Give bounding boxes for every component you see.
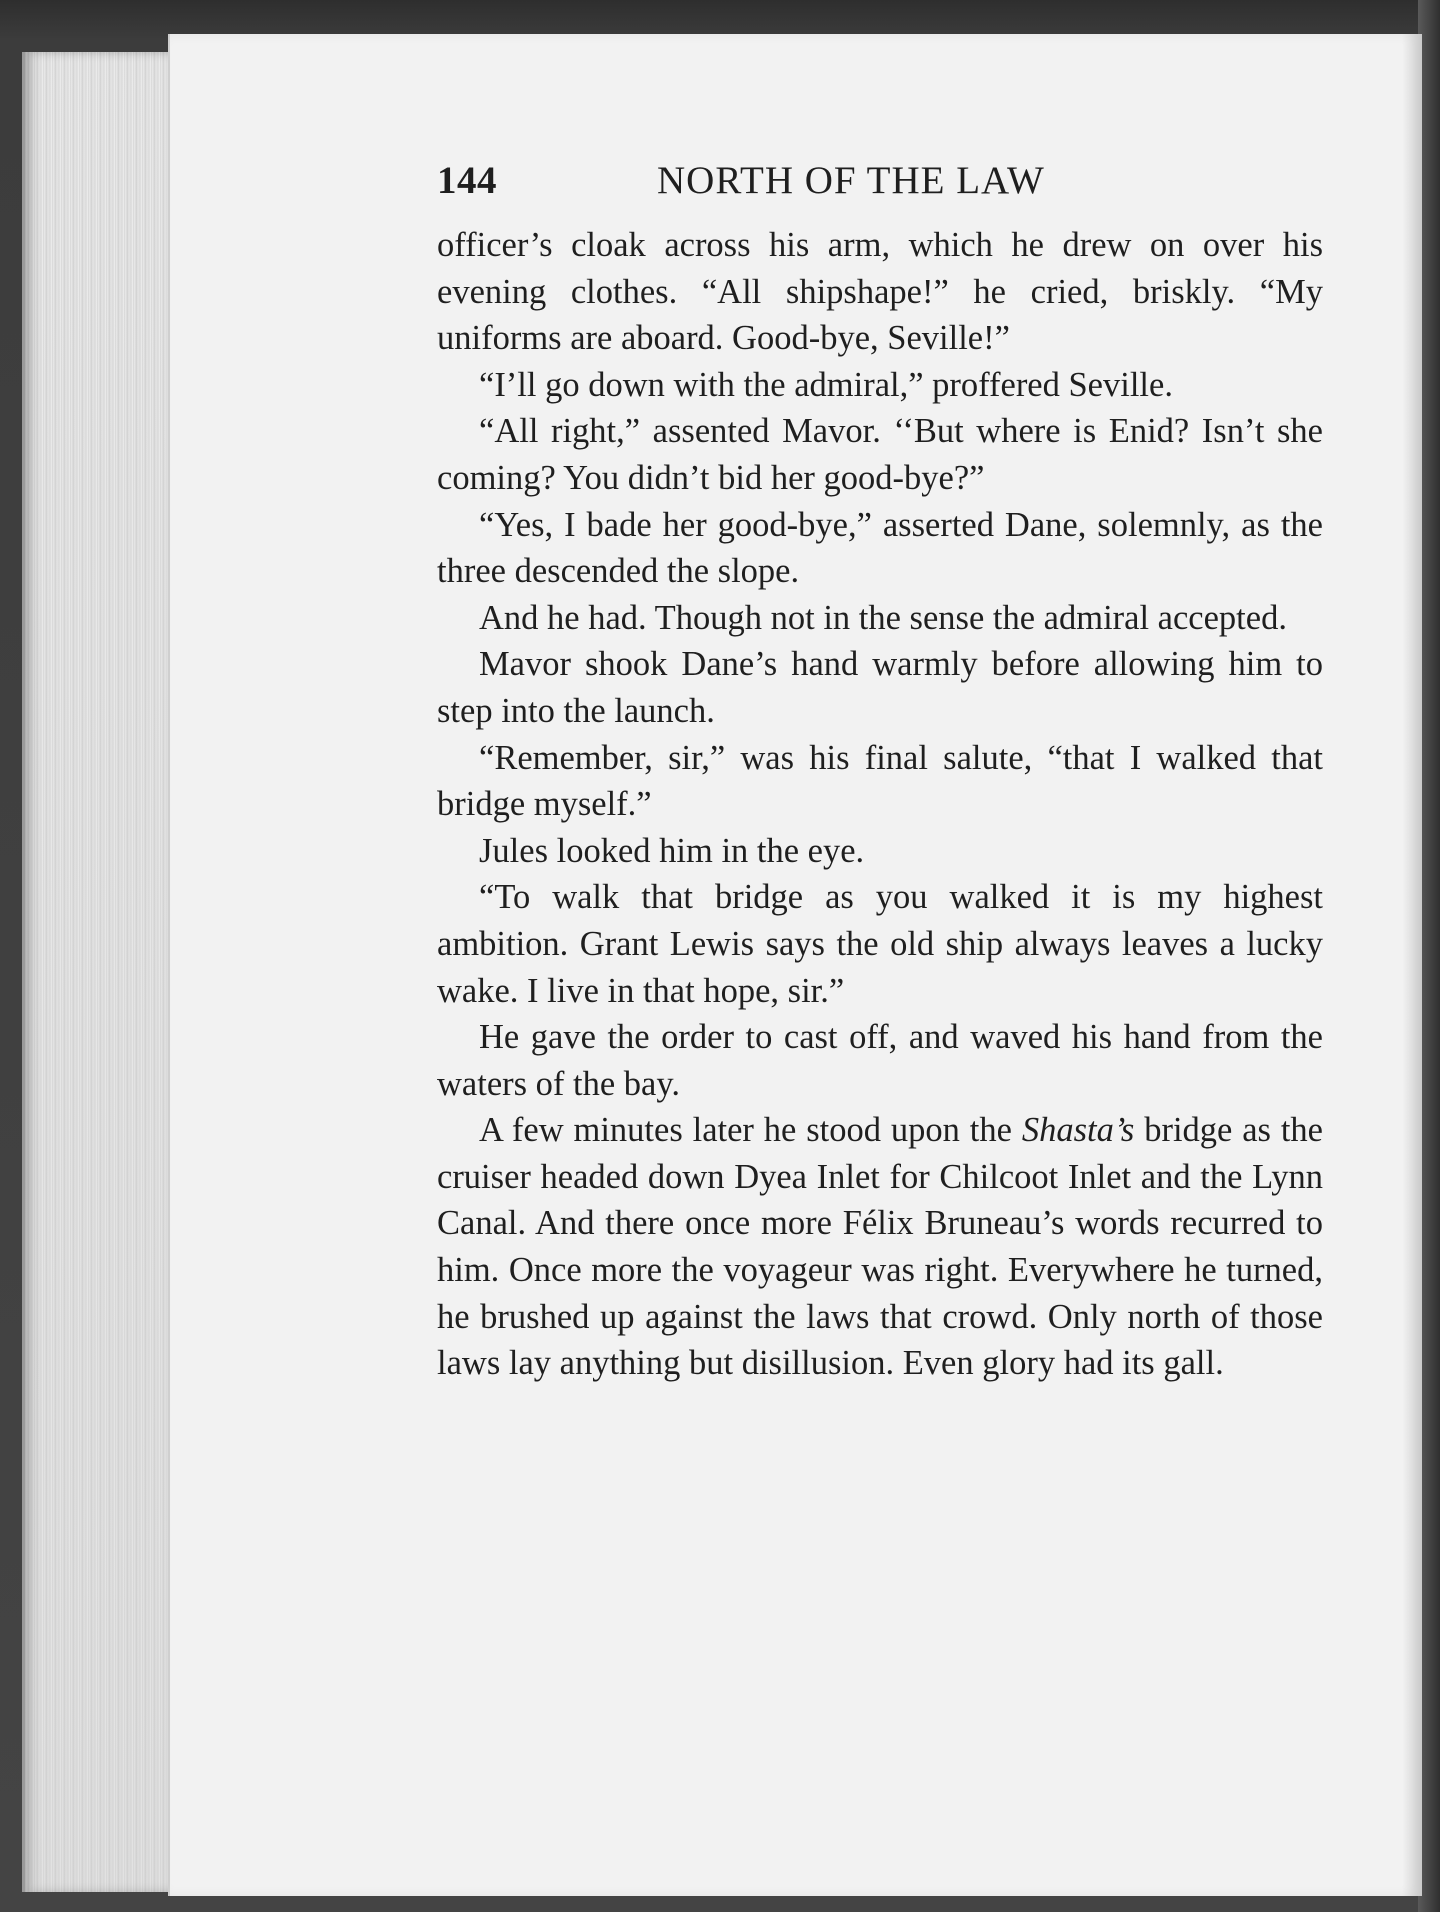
- paragraph: And he had. Though not in the sense the admiral accepted.: [479, 598, 1287, 637]
- running-head-title: NORTH OF THE LAW: [657, 159, 1045, 202]
- paragraph: “All right,” assented Mavor. ‘‘But where is Enid? Isn’t she coming? You didn’t bid her good-bye?”: [437, 412, 1323, 497]
- page-gutter-shade: [1402, 34, 1422, 1896]
- running-head: [437, 158, 1323, 214]
- book-page-edges: [22, 52, 185, 1892]
- paragraph-text-start: A few minutes later he stood upon the: [479, 1111, 1022, 1150]
- paragraph: Jules looked him in the eye.: [479, 831, 865, 870]
- page-number: 144: [437, 159, 497, 202]
- ship-name-italic: Shasta’s: [1021, 1111, 1135, 1150]
- paragraph: Mavor shook Dane’s hand warmly before allowing him to step into the launch.: [437, 645, 1323, 730]
- paragraph: “Remember, sir,” was his final salute, “that I walked that bridge myself.”: [437, 738, 1323, 824]
- paragraph: He gave the order to cast off, and waved his hand from the waters of the bay.: [437, 1018, 1323, 1103]
- paragraph: “To walk that bridge as you walked it is my highest ambition. Grant Lewis says the old ship always leaves a lucky wake. I live in that hope, sir.”: [437, 878, 1323, 1010]
- paragraph: “I’ll go down with the admiral,” proffered Seville.: [479, 365, 1173, 404]
- paragraph-text-end: bridge as the cruiser headed down Dyea Inlet for Chilcoot Inlet and the Lynn Canal. And there once more Félix Bruneau’s words recurred to him. Once more the voyageur was right. Everywhere he turned, he brushed up against the laws that crowd. Only north of those laws lay anything but disillusion. Even glory had its gall.: [437, 1111, 1323, 1383]
- paragraph: [437, 1107, 1323, 1387]
- paragraph: officer’s cloak across his arm, which he drew on over his evening clothes. “All shipshape!” he cried, briskly. “My uniforms are aboard. Good-bye, Seville!”: [437, 226, 1323, 358]
- page-text-block: [437, 158, 1323, 1387]
- paragraph: “Yes, I bade her good-bye,” asserted Dane, solemnly, as the three descended the slope.: [437, 505, 1323, 591]
